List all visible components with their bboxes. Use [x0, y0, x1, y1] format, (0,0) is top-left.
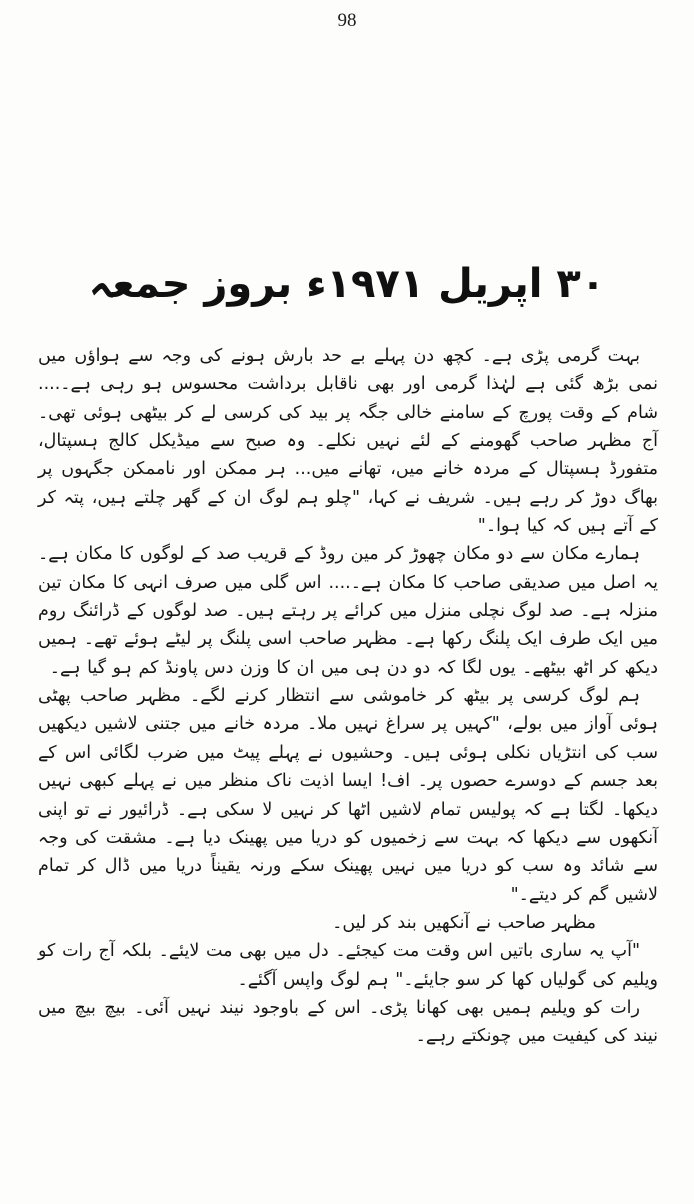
body-text [38, 342, 658, 1051]
paragraph-6: رات کو ویلیم ہمیں بھی کھانا پڑی۔ اس کے باوجود نیند نہیں آئی۔ بیچ بیچ میں نیند کی کیفیت میں چونکتے رہے۔ [38, 997, 658, 1047]
paragraph-2: ہمارے مکان سے دو مکان چھوڑ کر مین روڈ کے قریب صد کے لوگوں کا مکان ہے۔ یہ اصل میں صدیقی صاحب کا مکان ہے۔.... اس گلی میں صرف انہی کا مکان تین منزلہ ہے۔ صد لوگ نچلی منزل میں کرائے پر رہتے ہیں۔ صد لوگوں کے ڈرائنگ روم میں ایک طرف ایک پلنگ رکھا ہے۔ مظہر صاحب اسی پلنگ پر لیٹے ہوئے تھے۔ ہمیں دیکھ کر اٹھ بیٹھے۔ یوں لگا کہ دو دن ہی میں ان کا وزن دس پاونڈ کم ہو گیا ہے۔ [38, 544, 658, 678]
paragraph-4: مظہر صاحب نے آنکھیں بند کر لیں۔ [332, 912, 596, 933]
page-number: 98 [337, 10, 357, 31]
chapter-heading: ۳۰ اپریل ۱۹۷۱ء بروز جمعہ [88, 261, 606, 307]
paragraph-3: ہم لوگ کرسی پر بیٹھ کر خاموشی سے انتظار کرنے لگے۔ مظہر صاحب پھٹی ہوئی آواز میں بولے، "کہیں پر سراغ نہیں ملا۔ مردہ خانے میں جتنی لاشیں دیکھیں سب کی انتڑیاں نکلی ہوئی ہیں۔ وحشیوں نے پہلے پیٹ میں ضرب لگائی اس کے بعد جسم کے دوسرے حصوں پر۔ اف! ایسا اذیت ناک منظر میں نے پہلے کبھی نہیں دیکھا۔ لگتا ہے کہ پولیس تمام لاشیں اٹھا کر نہیں لا سکی ہے۔ ڈرائیور نے تو اپنی آنکھوں سے دیکھا کہ بہت سے زخمیوں کو دریا میں پھینک دیا ہے۔ مشقت کی وجہ سے شائد وہ سب کو دریا میں نہیں پھینک سکے ورنہ یقیناً دریا میں ڈال کر تمام لاشیں گم کر دیتے۔" [38, 686, 658, 905]
paragraph-5: "آپ یہ ساری باتیں اس وقت مت کیجئے۔ دل میں بھی مت لایئے۔ بلکہ آج رات کو ویلیم کی گولیاں کھا کر سو جایئے۔" ہم لوگ واپس آگئے۔ [38, 941, 658, 990]
paragraph-1: بہت گرمی پڑی ہے۔ کچھ دن پہلے بے حد بارش ہونے کی وجہ سے ہواؤں میں نمی بڑھ گئی ہے لہٰذا گرمی اور بھی ناقابل برداشت محسوس ہو رہی ہے۔.... شام کے وقت پورچ کے سامنے خالی جگہ پر بید کی کرسی لے کر بیٹھی ہوئی تھی۔ آج مظہر صاحب گھومنے کے لئے نہیں نکلے۔ وہ صبح سے میڈیکل کالج ہسپتال، متفورڈ ہسپتال کے مردہ خانے میں، تھانے میں... ہر ممکن اور ناممکن جگہوں پر بھاگ دوڑ کر رہے ہیں۔ شریف نے کہا، "چلو ہم لوگ ان کے گھر چلتے ہیں، پتہ کر کے آتے ہیں کہ کیا ہوا۔" [38, 346, 658, 537]
